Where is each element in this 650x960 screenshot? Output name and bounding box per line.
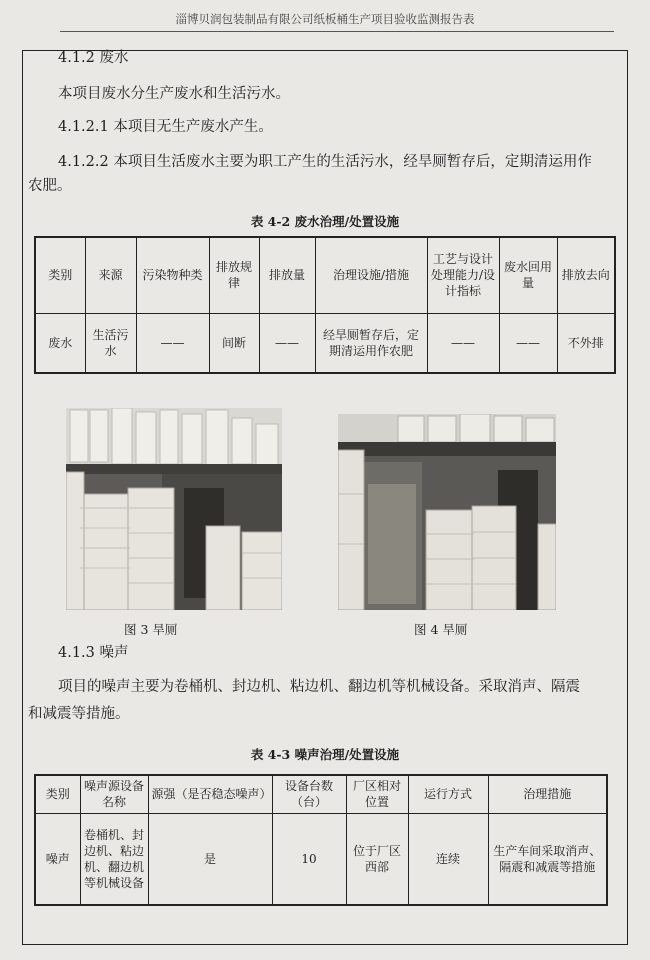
table-header-cell: 类别: [35, 237, 85, 313]
table-header-cell: 源强（是否稳态噪声）: [148, 775, 272, 813]
section-heading-wastewater: 4.1.2 废水: [58, 50, 129, 66]
table-header-cell: 厂区相对位置: [346, 775, 408, 813]
paragraph-noise-line2: 和减震等措施。: [28, 706, 130, 722]
table-cell: 生活污水: [85, 313, 136, 373]
table-cell: 生产车间采取消声、隔震和减震等措施: [488, 813, 607, 905]
header-divider: [60, 31, 614, 32]
table-row: [35, 813, 607, 905]
table-cell: 经旱厕暂存后，定期清运用作农肥: [315, 313, 427, 373]
table-header-cell: 废水回用量: [499, 237, 557, 313]
photo-dry-toilet-2: [338, 414, 556, 610]
table-header-row: [35, 775, 607, 813]
table-header-cell: 噪声源设备名称: [80, 775, 148, 813]
table-header-cell: 污染物种类: [136, 237, 209, 313]
report-header-title: 淄博贝润包装制品有限公司纸板桶生产项目验收监测报告表: [175, 12, 475, 26]
table-header-cell: 治理设施/措施: [315, 237, 427, 313]
table-cell: 位于厂区西部: [346, 813, 408, 905]
table-cell: 间断: [209, 313, 259, 373]
wastewater-treatment-table: [34, 236, 616, 374]
table-header-row: [35, 237, 615, 313]
table-cell: 废水: [35, 313, 85, 373]
paragraph-wastewater-intro: 本项目废水分生产废水和生活污水。: [58, 86, 290, 102]
table-cell: 不外排: [557, 313, 615, 373]
figure-3-caption: 图 3 旱厕: [124, 622, 178, 637]
table-cell: 噪声: [35, 813, 80, 905]
figure-4-caption: 图 4 旱厕: [414, 622, 468, 637]
table-header-cell: 运行方式: [408, 775, 488, 813]
table-header-cell: 治理措施: [488, 775, 607, 813]
table-header-cell: 类别: [35, 775, 80, 813]
table-cell: 卷桶机、封边机、粘边机、翻边机等机械设备: [80, 813, 148, 905]
paragraph-domestic-wastewater-line2: 农肥。: [28, 178, 72, 194]
table-header-cell: 设备台数（台）: [272, 775, 346, 813]
paragraph-no-production-wastewater: 4.1.2.1 本项目无生产废水产生。: [58, 119, 273, 135]
paragraph-domestic-wastewater-line1: 4.1.2.2 本项目生活废水主要为职工产生的生活污水，经旱厕暂存后，定期清运用作: [58, 154, 592, 170]
table-row: [35, 313, 615, 373]
table-header-cell: 来源: [85, 237, 136, 313]
table-cell: 是: [148, 813, 272, 905]
table-cell: ——: [136, 313, 209, 373]
photo-dry-toilet-1: [66, 408, 282, 610]
table-4-2-caption: 表 4-2 废水治理/处置设施: [250, 214, 400, 229]
table-4-3-caption: 表 4-3 噪声治理/处置设施: [250, 747, 400, 762]
table-header-cell: 工艺与设计处理能力/设计指标: [427, 237, 499, 313]
table-cell: ——: [427, 313, 499, 373]
table-cell: 10: [272, 813, 346, 905]
table-cell: 连续: [408, 813, 488, 905]
noise-treatment-table: [34, 774, 608, 906]
paragraph-noise-line1: 项目的噪声主要为卷桶机、封边机、粘边机、翻边机等机械设备。采取消声、隔震: [58, 679, 580, 695]
section-heading-noise: 4.1.3 噪声: [58, 645, 129, 661]
table-cell: ——: [499, 313, 557, 373]
table-header-cell: 排放规律: [209, 237, 259, 313]
table-cell: ——: [259, 313, 315, 373]
table-header-cell: 排放量: [259, 237, 315, 313]
table-header-cell: 排放去向: [557, 237, 615, 313]
